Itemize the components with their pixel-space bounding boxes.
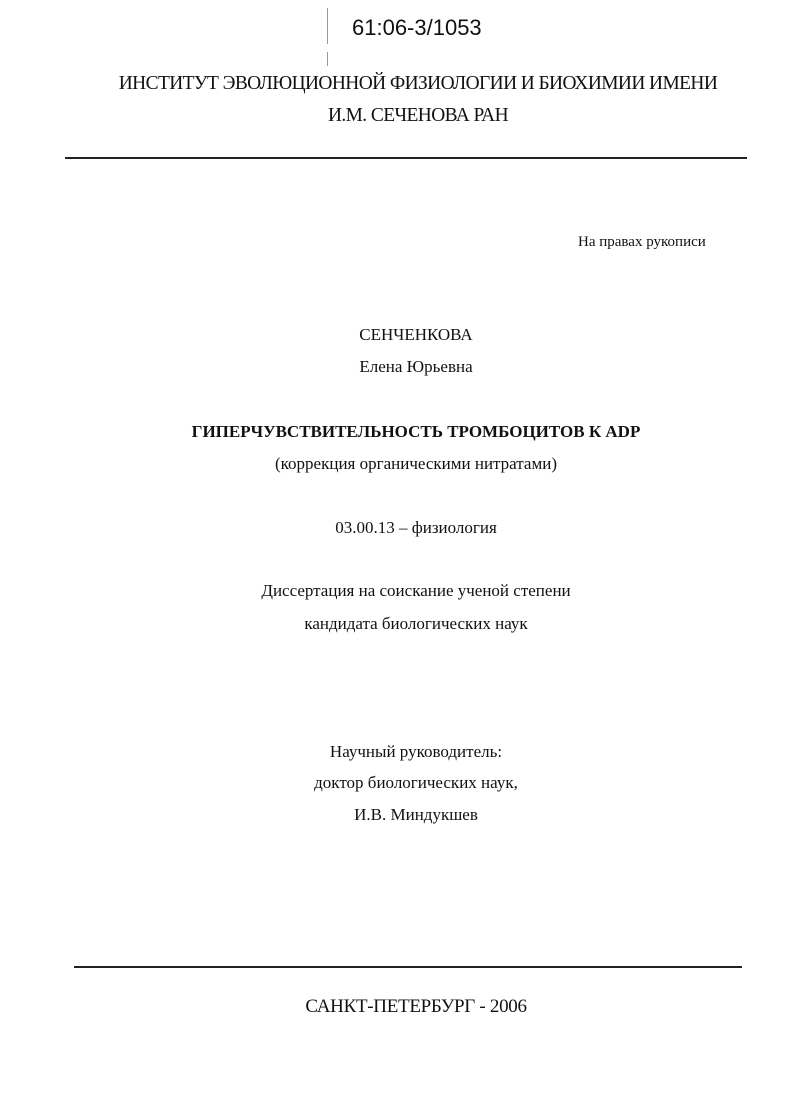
rights-note: На правах рукописи [578, 234, 706, 250]
supervisor-label: Научный руководитель: [329, 742, 503, 761]
degree-line1: Диссертация на соискание ученой степени [261, 581, 571, 600]
institute-name-line2: И.М. СЕЧЕНОВА РАН [327, 104, 509, 126]
header-rule [65, 157, 747, 159]
thesis-title: ГИПЕРЧУВСТВИТЕЛЬНОСТЬ ТРОМБОЦИТОВ К ADP [191, 422, 641, 441]
author-surname: СЕНЧЕНКОВА [359, 325, 473, 344]
supervisor-name: И.В. Миндукшев [354, 805, 478, 824]
stamp-divider-bottom [327, 52, 328, 66]
degree-line2: кандидата биологических наук [304, 614, 528, 633]
thesis-subtitle: (коррекция органическими нитратами) [274, 454, 557, 473]
library-stamp-code: 61:06-3/1053 [352, 15, 482, 40]
city-year: САНКТ-ПЕТЕРБУРГ - 2006 [305, 996, 527, 1017]
supervisor-degree: доктор биологических наук, [314, 773, 518, 792]
stamp-divider-top [327, 8, 328, 44]
author-given-names: Елена Юрьевна [359, 357, 473, 376]
specialty-code: 03.00.13 – физиология [335, 518, 497, 537]
institute-name-line1: ИНСТИТУТ ЭВОЛЮЦИОННОЙ ФИЗИОЛОГИИ И БИОХИМИИ ИМЕНИ [118, 72, 718, 94]
footer-rule [74, 966, 742, 968]
